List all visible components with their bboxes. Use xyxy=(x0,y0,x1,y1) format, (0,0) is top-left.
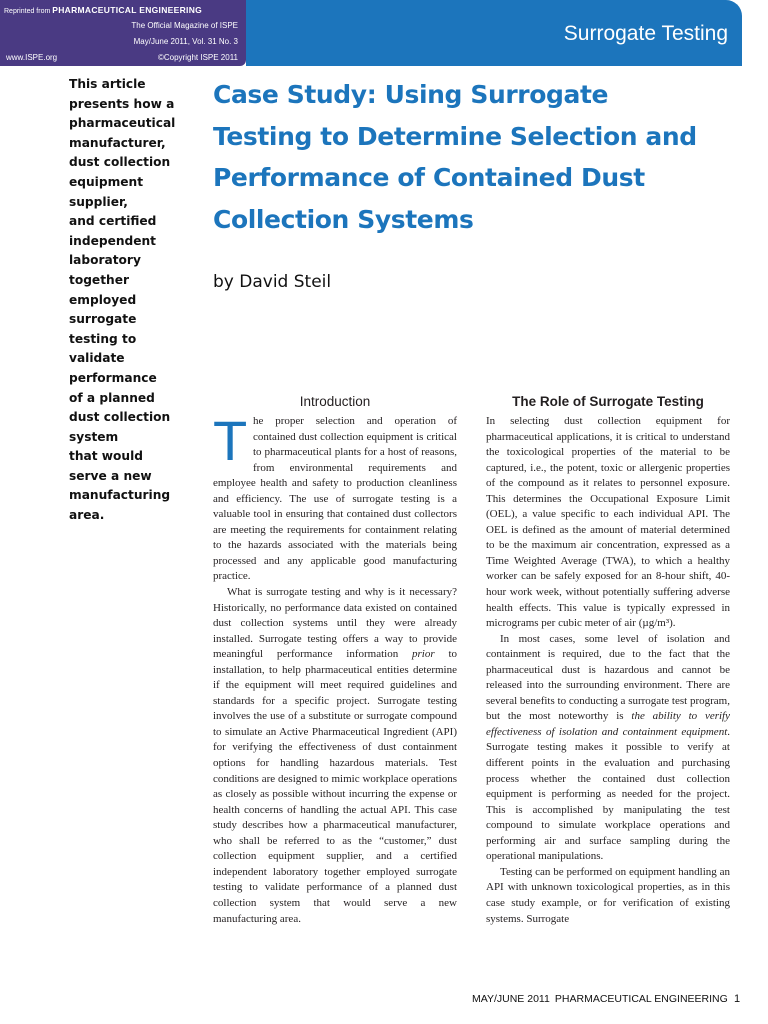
intro-paragraph-1: T he proper selection and operation of contained dust collection equipment is critical to pharmaceutical plants for a host of reasons, from environmental requirements and employee health and safety to production cleanliness and efficiency. The use of surrogate testing is a valuable tool in ensuring that contained dust collectors are meeting the requirements for containment relating to the hazards associated with the materials being processed and any applicable good manufacturing practice. xyxy=(213,414,457,585)
footer-magazine: PHARMACEUTICAL ENGINEERING xyxy=(554,993,728,1005)
website-link[interactable]: www.ISPE.org xyxy=(6,53,58,62)
article-title: Case Study: Using Surrogate Testing to Determine Selection and Performance of Contained Dust Collection Systems xyxy=(213,80,697,234)
footer-issue: MAY/JUNE 2011 xyxy=(472,993,550,1005)
section-title: Surrogate Testing xyxy=(563,22,728,45)
magazine-tagline: The Official Magazine of ISPE xyxy=(131,21,238,30)
role-paragraph-1: In selecting dust collection equipment for pharmaceutical applications, it is critical to understand the toxicological properties of the material to be captured, i.e., the potent, toxic or allergenic properties of the compound as it relates to personnel exposure. This determines the Occupational Exposure Limit (OEL), a value specific to each individual API. The OEL is defined as the amount of material determined to be the maximum air concentration, expressed as a Time Weighted Average (TWA), to which a healthy worker can be safely exposed for an 8-hour shift, 40-hour work week, without potentially suffering adverse health effects. This value is typically expressed in micrograms per cubic meter of air (µg/m³). xyxy=(486,415,730,630)
magazine-name: PHARMACEUTICAL ENGINEERING xyxy=(52,5,203,15)
article-summary: This article presents how a pharmaceutical manufacturer, dust collection equipment supplier, and certified independent laboratory together employed surrogate testing to validate performance of a planned dust collection system that would serve a new manufacturing area. xyxy=(69,77,176,523)
introduction-heading: Introduction xyxy=(299,394,371,409)
article-byline: by David Steil xyxy=(213,272,332,292)
reprint-line xyxy=(4,5,202,15)
issue-info: May/June 2011, Vol. 31 No. 3 xyxy=(133,37,238,46)
reprint-box xyxy=(0,0,246,66)
role-column xyxy=(486,393,730,927)
copyright-notice: ©Copyright ISPE 2011 xyxy=(157,53,238,62)
reprint-prefix: Reprinted from xyxy=(4,8,51,15)
section-banner xyxy=(246,0,742,66)
role-paragraph-3: Testing can be performed on equipment handling an API with unknown toxicological properties, as in this case study example, or for verification of existing systems. Surrogate xyxy=(486,865,730,925)
role-heading: The Role of Surrogate Testing xyxy=(512,394,704,409)
page-number: 1 xyxy=(734,993,741,1005)
page-footer xyxy=(472,993,728,1005)
intro-paragraph-2: What is surrogate testing and why is it necessary? Historically, no performance data existed on contained dust collection systems until they were already installed. Surrogate testing offers a way to provide meaningful performance information prior to installation, to help pharmaceutical entities determine if the equipment will meet required guidelines and standards for a specific project. Surrogate testing involves the use of a substitute or surrogate compound to simulate an Active Pharmaceutical Ingredient (API) for verifying the effectiveness of dust containment options for handling hazardous materials. Test conditions are designed to mimic workplace operations as closely as possible without incurring the expense or health concerns of handling the actual API. This case study describes how a pharmaceutical manufacturer, who shall be referred to as the “customer,” dust collection equipment supplier, and a certified independent laboratory together employed surrogate testing to validate performance of a planned dust collection system that would serve a new manufacturing area. xyxy=(213,586,457,925)
role-paragraph-2: In most cases, some level of isolation and containment is required, due to the fact that the pharmaceutical dust is hazardous and cannot be released into the surrounding environment. There are several benefits to conducting a surrogate test program, but the most noteworthy is the ability to verify effectiveness of isolation and containment equipment. Surrogate testing makes it possible to verify at different points in the evaluation and purchasing process whether the contained dust collection equipment is performing as needed for the project. This is accomplished by manipulating the test compound to simulate workplace operations and performing air and surface sampling during the operational manipulations. xyxy=(486,632,730,863)
introduction-column xyxy=(213,393,457,927)
